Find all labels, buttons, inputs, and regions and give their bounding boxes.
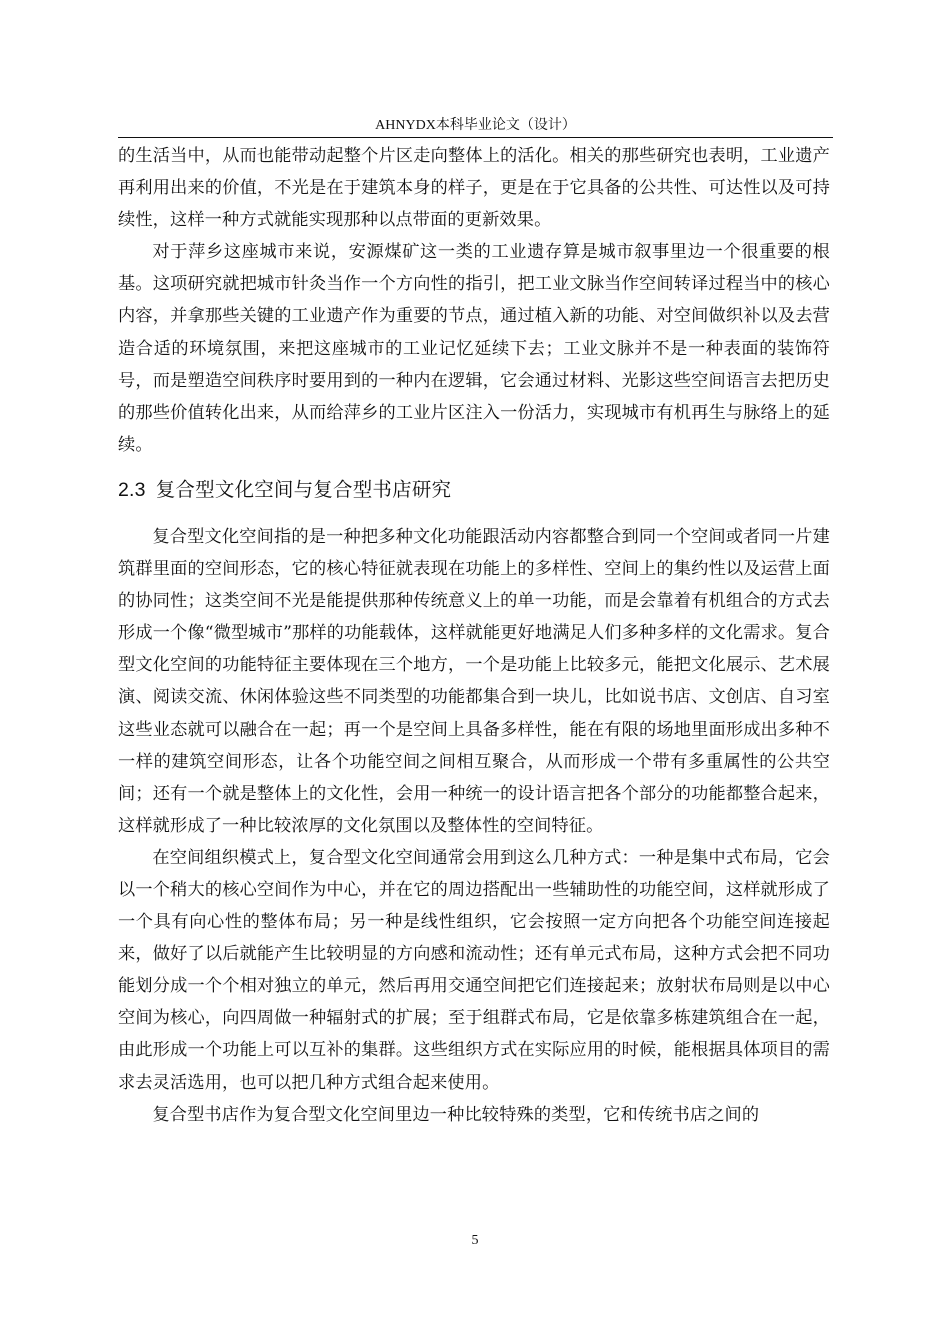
page-body [118, 140, 830, 1131]
paragraph-continued: 的生活当中，从而也能带动起整个片区走向整体上的活化。相关的那些研究也表明，工业遗产再利用出来的价值，不光是在于建筑本身的样子，更是在于它具备的公共性、可达性以及可持续性，这样一种方式就能实现那种以点带面的更新效果。 [118, 146, 830, 231]
paragraph-pingxiang: 对于萍乡这座城市来说，安源煤矿这一类的工业遗存算是城市叙事里边一个很重要的根基。这项研究就把城市针灸当作一个方向性的指引，把工业文脉当作空间转译过程当中的核心内容，并拿那些关键的工业遗产作为重要的节点，通过植入新的功能、对空间做织补以及去营造合适的环境氛围，来把这座城市的工业记忆延续下去；工业文脉并不是一种表面的装饰符号，而是塑造空间秩序时要用到的一种内在逻辑，它会通过材料、光影这些空间语言去把历史的那些价值转化出来，从而给萍乡的工业片区注入一份活力，实现城市有机再生与脉络上的延续。 [118, 242, 830, 455]
section-title: 复合型文化空间与复合型书店研究 [155, 477, 452, 501]
running-header: AHNYDX本科毕业论文（设计） [118, 117, 833, 138]
section-heading [118, 473, 830, 507]
page-number: 5 [471, 1233, 479, 1248]
paragraph-composite-cultural-space: 复合型文化空间指的是一种把多种文化功能跟活动内容都整合到同一个空间或者同一片建筑群里面的空间形态，它的核心特征就表现在功能上的多样性、空间上的集约性以及运营上面的协同性；这类空间不光是能提供那种传统意义上的单一功能，而是会靠着有机组合的方式去形成一个像“微型城市”那样的功能载体，这样就能更好地满足人们多种多样的文化需求。复合型文化空间的功能特征主要体现在三个地方，一个是功能上比较多元，能把文化展示、艺术展演、阅读交流、休闲体验这些不同类型的功能都集合到一块儿，比如说书店、文创店、自习室这些业态就可以融合在一起；再一个是空间上具备多样性，能在有限的场地里面形成出多种不一样的建筑空间形态，让各个功能空间之间相互聚合，从而形成一个带有多重属性的公共空间；还有一个就是整体上的文化性，会用一种统一的设计语言把各个部分的功能都整合起来，这样就形成了一种比较浓厚的文化氛围以及整体性的空间特征。 [118, 526, 830, 836]
paragraph-spatial-organization: 在空间组织模式上，复合型文化空间通常会用到这么几种方式：一种是集中式布局，它会以一个稍大的核心空间作为中心，并在它的周边搭配出一些辅助性的功能空间，这样就形成了一个具有向心性的整体布局；另一种是线性组织，它会按照一定方向把各个功能空间连接起来，做好了以后就能产生比较明显的方向感和流动性；还有单元式布局，这种方式会把不同功能划分成一个个相对独立的单元，然后再用交通空间把它们连接起来；放射状布局则是以中心空间为核心，向四周做一种辐射式的扩展；至于组群式布局，它是依靠多栋建筑组合在一起，由此形成一个功能上可以互补的集群。这些组织方式在实际应用的时候，能根据具体项目的需求去灵活选用，也可以把几种方式组合起来使用。 [118, 847, 830, 1093]
paragraph-composite-bookstore: 复合型书店作为复合型文化空间里边一种比较特殊的类型，它和传统书店之间的 [152, 1104, 760, 1125]
section-number: 2.3 [118, 478, 146, 501]
